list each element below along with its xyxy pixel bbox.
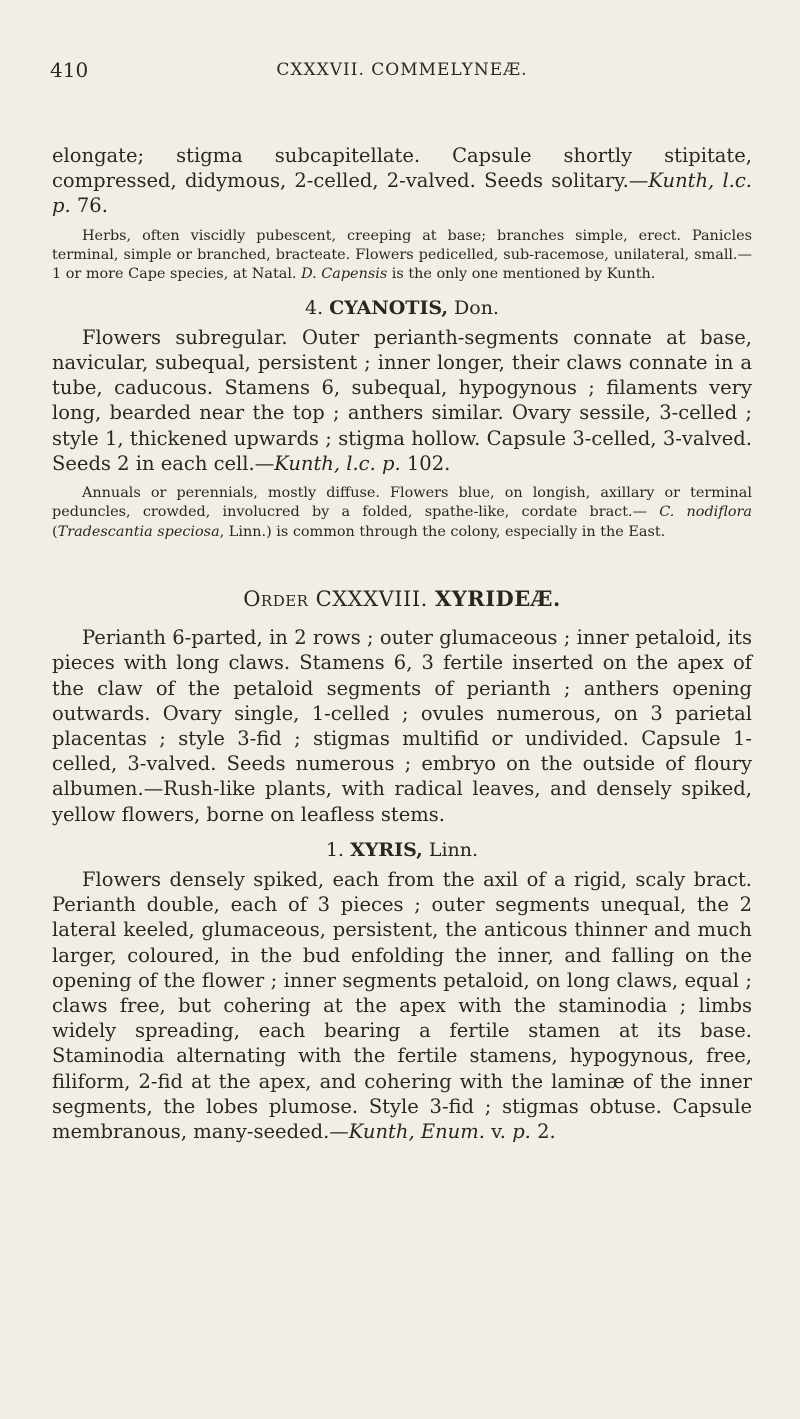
paragraph-cyanotis-note: Annuals or perennials, mostly diffuse. Flowers blue, on longish, axillary or terminal peduncles, crowded, involucred by a folded, spathe-like, cordate bract.— C. nodiflora (Tradescantia speciosa, Linn.) is common through the colony, especially in the East. xyxy=(52,485,752,540)
paragraph-capsule-description: elongate; stigma subcapitellate. Capsule shortly stipitate, compressed, didymous, 2-celled, 2-valved. Seeds solitary.—Kunth, l.c. p. 76. xyxy=(52,144,752,218)
paragraph-cyanotis-description: Flowers subregular. Outer perianth-segments connate at base, navicular, subequal, persistent ; inner longer, their claws connate in a tube, caducous. Stamens 6, subequal, hypogynous ; filaments very long, bearded near the top ; anthers similar. Ovary sessile, 3-celled ; style 1, thickened upwards ; stigma hollow. Capsule 3-celled, 3-valved. Seeds 2 in each cell.—Kunth, l.c. p. 102. xyxy=(52,325,752,475)
paragraph-xyrideae-description: Perianth 6-parted, in 2 rows ; outer glumaceous ; inner petaloid, its pieces with long claws. Stamens 6, 3 fertile inserted on the apex of the claw of the petaloid segments of perianth ; anthers opening outwards. Ovary single, 1-celled ; ovules numerous, on 3 parietal placentas ; style 3-fid ; stigmas multifid or undivided. Capsule 1-celled, 3-valved. Seeds numerous ; embryo on the outside of floury albumen.—Rush-like plants, with radical leaves, and densely spiked, yellow flowers, borne on leafless stems. xyxy=(52,626,752,826)
page-content xyxy=(52,143,752,1144)
section-title: CXXXVII. COMMELYNEÆ. xyxy=(276,60,528,80)
paragraph-xyris-description: Flowers densely spiked, each from the axil of a rigid, scaly bract. Perianth double, each of 3 pieces ; outer segments unequal, the 2 lateral keeled, glumaceous, persistent, the anticous thinner and much larger, coloured, in the bud enfolding the inner, and falling on the opening of the flower ; inner segments petaloid, on long claws, equal ; claws free, but cohering at the apex with the staminodia ; limbs widely spreading, each bearing a fertile stamen at its base. Staminodia alternating with the fertile stamens, hypogynous, free, filiform, 2-fid at the apex, and cohering with the laminæ of the inner segments, the lobes plumose. Style 3-fid ; stigmas obtuse. Capsule membranous, many-seeded.—Kunth, Enum. v. p. 2. xyxy=(52,867,752,1143)
genus-heading-cyanotis: 4. CYANOTIS, Don. xyxy=(304,296,499,319)
running-head xyxy=(52,58,752,88)
genus-heading-xyris: 1. XYRIS, Linn. xyxy=(325,838,479,861)
species-name: D. Capensis xyxy=(301,266,388,283)
paragraph-habit-note: Herbs, often viscidly pubescent, creeping at base; branches simple, erect. Panicles terminal, simple or branched, bracteate. Flowers pedicelled, sub-racemose, unilateral, small.—1 or more Cape species, at Natal. D. Capensis is the only one mentioned by Kunth. xyxy=(52,227,752,283)
order-heading: Order CXXXVIII. XYRIDEÆ. xyxy=(243,586,561,612)
citation-kunth: Kunth, Enum. xyxy=(348,1119,485,1143)
page-number: 410 xyxy=(50,58,89,82)
synonym-name: Tradescantia speciosa xyxy=(57,523,220,540)
citation-kunth: Kunth, l.c. p. xyxy=(274,451,401,475)
citation-kunth: Kunth, l.c. p. xyxy=(52,169,752,218)
species-name: C. nodiflora xyxy=(659,504,752,521)
